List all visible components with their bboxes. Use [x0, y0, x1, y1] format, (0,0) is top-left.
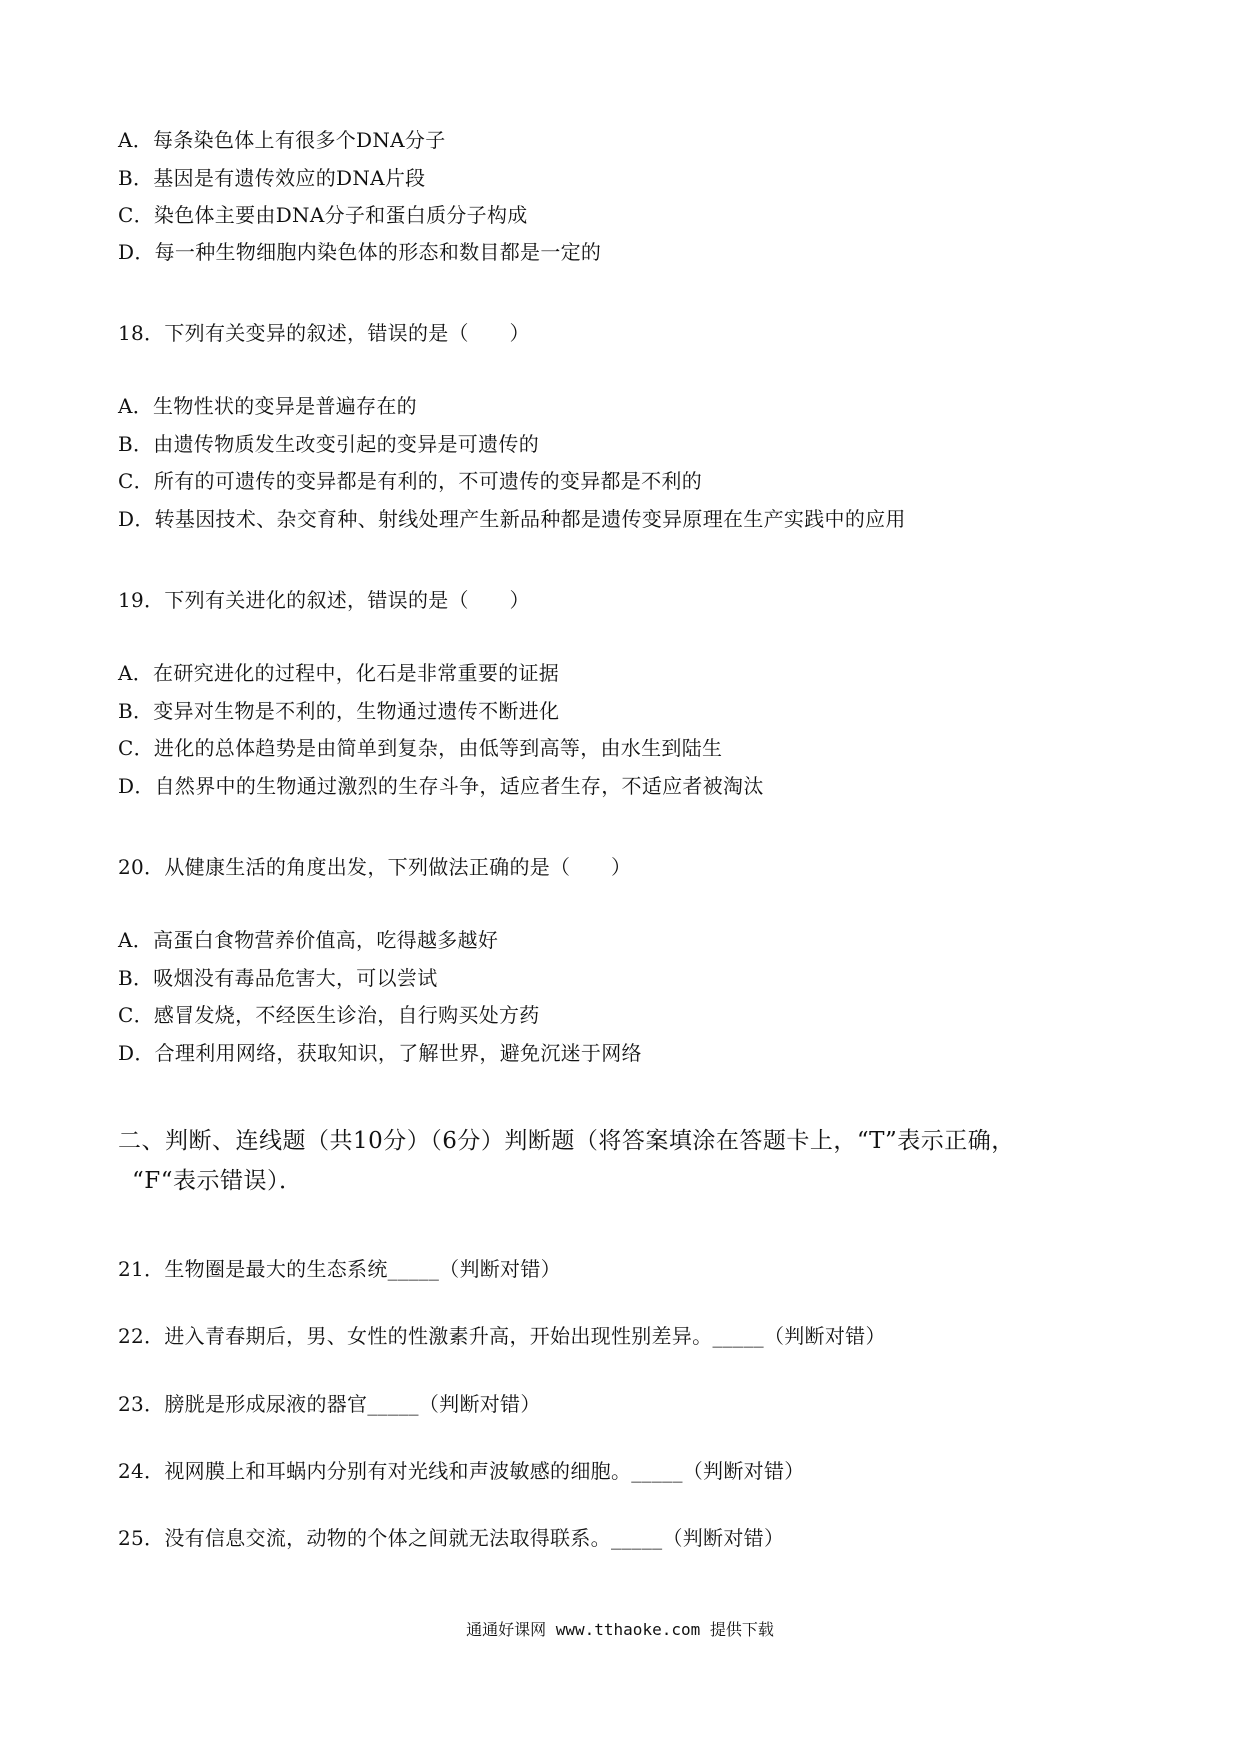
q20-stem: 20．从健康生活的角度出发，下列做法正确的是（ ） [118, 855, 632, 879]
q19-option-a: A．在研究进化的过程中，化石是非常重要的证据 [118, 661, 560, 685]
q25-judgment: 25．没有信息交流，动物的个体之间就无法取得联系。_____（判断对错） [118, 1526, 785, 1550]
section2-heading: 二、判断、连线题（共10分）（6分）判断题（将答案填涂在答题卡上，“T”表示正确， [118, 1128, 1015, 1154]
section2-heading-cont: “F“表示错误）． [132, 1168, 303, 1194]
page-footer: 通通好课网 www.tthaoke.com 提供下载 [466, 1620, 774, 1639]
q19-option-b: B．变异对生物是不利的，生物通过遗传不断进化 [118, 699, 560, 723]
q18-option-c: C．所有的可遗传的变异都是有利的，不可遗传的变异都是不利的 [118, 469, 703, 493]
q17-option-b: B．基因是有遗传效应的DNA片段 [118, 166, 426, 190]
q20-option-c: C．感冒发烧，不经医生诊治，自行购买处方药 [118, 1003, 540, 1027]
q24-judgment: 24．视网膜上和耳蜗内分别有对光线和声波敏感的细胞。_____（判断对错） [118, 1459, 805, 1483]
q20-option-a: A．高蛋白食物营养价值高，吃得越多越好 [118, 928, 499, 952]
q18-stem: 18．下列有关变异的叙述，错误的是（ ） [118, 321, 530, 345]
q20-option-b: B．吸烟没有毒品危害大，可以尝试 [118, 966, 438, 990]
q23-judgment: 23．膀胱是形成尿液的器官_____（判断对错） [118, 1392, 541, 1416]
q19-stem: 19．下列有关进化的叙述，错误的是（ ） [118, 588, 530, 612]
q21-judgment: 21．生物圈是最大的生态系统_____（判断对错） [118, 1257, 561, 1281]
q18-option-d: D．转基因技术、杂交育种、射线处理产生新品种都是遗传变异原理在生产实践中的应用 [118, 507, 906, 531]
q17-option-c: C．染色体主要由DNA分子和蛋白质分子构成 [118, 203, 528, 227]
q20-option-d: D．合理利用网络，获取知识，了解世界，避免沉迷于网络 [118, 1041, 642, 1065]
q22-judgment: 22．进入青春期后，男、女性的性激素升高，开始出现性别差异。_____（判断对错） [118, 1324, 886, 1348]
q17-option-a: A．每条染色体上有很多个DNA分子 [118, 128, 446, 152]
q19-option-d: D．自然界中的生物通过激烈的生存斗争，适应者生存，不适应者被淘汰 [118, 774, 764, 798]
q17-option-d: D．每一种生物细胞内染色体的形态和数目都是一定的 [118, 240, 602, 264]
q19-option-c: C．进化的总体趋势是由简单到复杂，由低等到高等，由水生到陆生 [118, 736, 723, 760]
q18-option-a: A．生物性状的变异是普遍存在的 [118, 394, 417, 418]
q18-option-b: B．由遗传物质发生改变引起的变异是可遗传的 [118, 432, 539, 456]
